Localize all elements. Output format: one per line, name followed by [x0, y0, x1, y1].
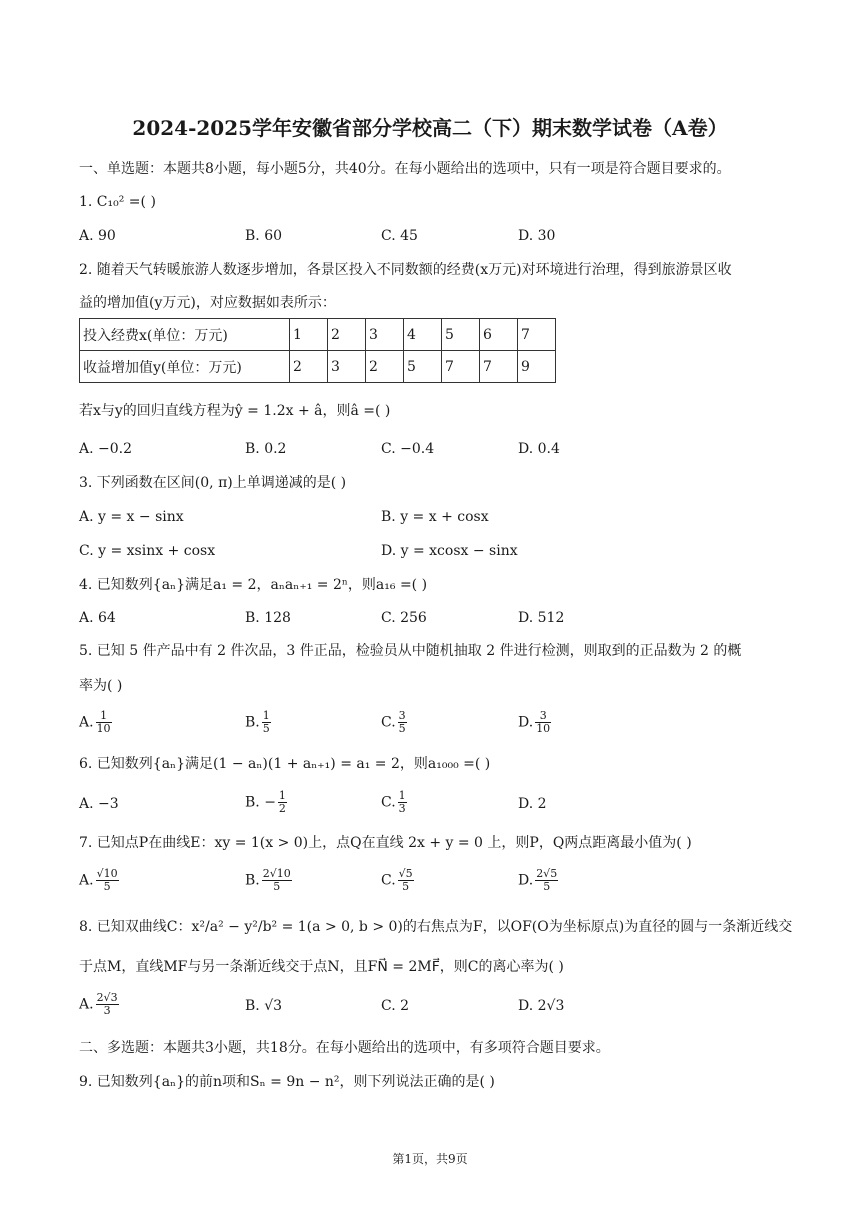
table-cell: 4 [404, 319, 442, 351]
q7-option-b [245, 868, 292, 893]
table-cell: 5 [442, 319, 480, 351]
table-cell: 2 [290, 351, 328, 383]
table-cell: 1 [290, 319, 328, 351]
q2-option-d: D. 0.4 [518, 441, 560, 457]
q8-stem-line1: 8. 已知双曲线C：x²/a² − y²/b² = 1(a > 0, b > 0)的右焦点为F，以OF(O为坐标原点)为直径的圆与一条渐近线交 [79, 919, 793, 935]
q2-stem-line1: 2. 随着天气转暖旅游人数逐步增加，各景区投入不同数额的经费(x万元)对环境进行治理，得到旅游景区收 [79, 262, 732, 278]
numerator: 3 [535, 710, 551, 723]
option-label: B. [245, 872, 260, 889]
denominator: 3 [103, 1004, 111, 1017]
q3-option-a: A. y = x − sinx [79, 509, 184, 525]
q6-stem: 6. 已知数列{aₙ}满足(1 − aₙ)(1 + aₙ₊₁) = a₁ = 2，则a₁₀₀₀ =( ) [79, 756, 491, 772]
numerator: 3 [398, 709, 406, 722]
table-cell: 5 [404, 351, 442, 383]
option-label: D. [518, 872, 534, 889]
denominator: 5 [103, 880, 111, 893]
q7-option-c [381, 868, 414, 893]
numerator: 2√5 [536, 867, 558, 880]
table-row [80, 319, 556, 351]
numerator: √5 [398, 867, 413, 880]
q7-option-d [518, 868, 558, 893]
denominator: 5 [402, 880, 410, 893]
q1-option-d: D. 30 [518, 228, 556, 244]
q6-option-d: D. 2 [518, 796, 547, 812]
table-cell: 7 [442, 351, 480, 383]
fraction [262, 868, 292, 893]
q9-stem: 9. 已知数列{aₙ}的前n项和Sₙ = 9n − n²，则下列说法正确的是( ) [79, 1074, 495, 1090]
numerator: 1 [278, 789, 286, 802]
fraction [96, 710, 112, 735]
q2-option-a: A. −0.2 [79, 441, 133, 457]
fraction [535, 868, 558, 893]
option-label: C. [381, 714, 396, 731]
q3-stem: 3. 下列函数在区间(0, π)上单调递减的是( ) [79, 475, 347, 491]
q4-option-a: A. 64 [79, 610, 116, 626]
q4-option-d: D. 512 [518, 610, 565, 626]
q2-stem-line3: 若x与y的回归直线方程为ŷ = 1.2x + â，则â =( ) [79, 403, 391, 419]
q8-option-d: D. 2√3 [518, 998, 565, 1014]
denominator: 5 [398, 722, 406, 735]
option-label: B. [245, 714, 260, 731]
table-cell: 2 [328, 319, 366, 351]
fraction [262, 710, 271, 735]
q8-option-c: C. 2 [381, 998, 410, 1014]
q4-option-b: B. 128 [245, 610, 291, 626]
denominator: 5 [543, 880, 551, 893]
q5-option-b [245, 710, 271, 735]
numerator: √10 [96, 867, 118, 880]
denominator: 5 [262, 722, 270, 735]
q2-option-b: B. 0.2 [245, 441, 287, 457]
fraction [96, 868, 119, 893]
q6-option-c [381, 790, 407, 815]
q6-option-b [245, 790, 287, 815]
table-row-label: 收益增加值y(单位：万元) [80, 351, 290, 383]
fraction [278, 790, 287, 815]
table-cell: 2 [366, 351, 404, 383]
table-cell: 7 [480, 351, 518, 383]
numerator: 1 [398, 789, 406, 802]
q5-stem-line1: 5. 已知 5 件产品中有 2 件次品，3 件正品，检验员从中随机抽取 2 件进行检测，则取到的正品数为 2 的概 [79, 643, 742, 659]
numerator: 1 [96, 710, 112, 723]
q6-option-a: A. −3 [79, 796, 119, 812]
q1-stem: 1. C₁₀² =( ) [79, 194, 156, 210]
q4-stem: 4. 已知数列{aₙ}满足a₁ = 2，aₙaₙ₊₁ = 2ⁿ，则a₁₆ =( ) [79, 577, 428, 593]
option-label: B. − [245, 794, 276, 811]
table-cell: 3 [328, 351, 366, 383]
page-footer: 第1页，共9页 [392, 1152, 468, 1166]
fraction [96, 992, 119, 1017]
fraction [398, 790, 407, 815]
q5-option-a [79, 710, 112, 735]
fraction [398, 710, 407, 735]
denominator: 10 [96, 722, 111, 735]
q8-stem-line2: 于点M，直线MF与另一条渐近线交于点N，且FN⃗ = 2MF⃗，则C的离心率为( ) [79, 959, 564, 975]
q5-option-c [381, 710, 407, 735]
table-cell: 6 [480, 319, 518, 351]
page-title: 2024-2025学年安徽省部分学校高二（下）期末数学试卷（A卷） [132, 116, 728, 140]
q8-option-b: B. √3 [245, 998, 283, 1014]
q7-option-a [79, 868, 119, 893]
option-label: C. [381, 872, 396, 889]
table-cell: 7 [518, 319, 556, 351]
table-row-label: 投入经费x(单位：万元) [80, 319, 290, 351]
numerator: 2√10 [262, 867, 291, 880]
q1-option-c: C. 45 [381, 228, 418, 244]
denominator: 2 [278, 802, 286, 815]
q3-option-d: D. y = xcosx − sinx [381, 543, 518, 559]
fraction [535, 710, 551, 735]
option-label: A. [79, 996, 94, 1013]
q5-stem-line2: 率为( ) [79, 678, 123, 694]
option-label: C. [381, 794, 396, 811]
fraction [398, 868, 414, 893]
table-cell: 3 [366, 319, 404, 351]
q4-option-c: C. 256 [381, 610, 427, 626]
section-1-heading: 一、单选题：本题共8小题，每小题5分，共40分。在每小题给出的选项中，只有一项是符合题目要求的。 [79, 161, 731, 177]
q2-stem-line2: 益的增加值(y万元)，对应数据如表所示： [79, 295, 336, 311]
q2-data-table [79, 318, 556, 383]
numerator: 1 [262, 709, 270, 722]
option-label: A. [79, 714, 94, 731]
q3-option-c: C. y = xsinx + cosx [79, 543, 216, 559]
q3-option-b: B. y = x + cosx [381, 509, 489, 525]
denominator: 10 [536, 722, 551, 735]
option-label: A. [79, 872, 94, 889]
q5-option-d [518, 710, 551, 735]
option-label: D. [518, 714, 534, 731]
q1-option-b: B. 60 [245, 228, 283, 244]
q1-option-a: A. 90 [79, 228, 116, 244]
section-2-heading: 二、多选题：本题共3小题，共18分。在每小题给出的选项中，有多项符合题目要求。 [79, 1040, 610, 1056]
table-row [80, 351, 556, 383]
table-cell: 9 [518, 351, 556, 383]
numerator: 2√3 [96, 991, 118, 1004]
denominator: 3 [398, 802, 406, 815]
q2-option-c: C. −0.4 [381, 441, 435, 457]
q7-stem: 7. 已知点P在曲线E：xy = 1(x > 0)上，点Q在直线 2x + y = 0 上，则P，Q两点距离最小值为( ) [79, 835, 692, 851]
denominator: 5 [273, 880, 281, 893]
q8-option-a [79, 992, 119, 1017]
